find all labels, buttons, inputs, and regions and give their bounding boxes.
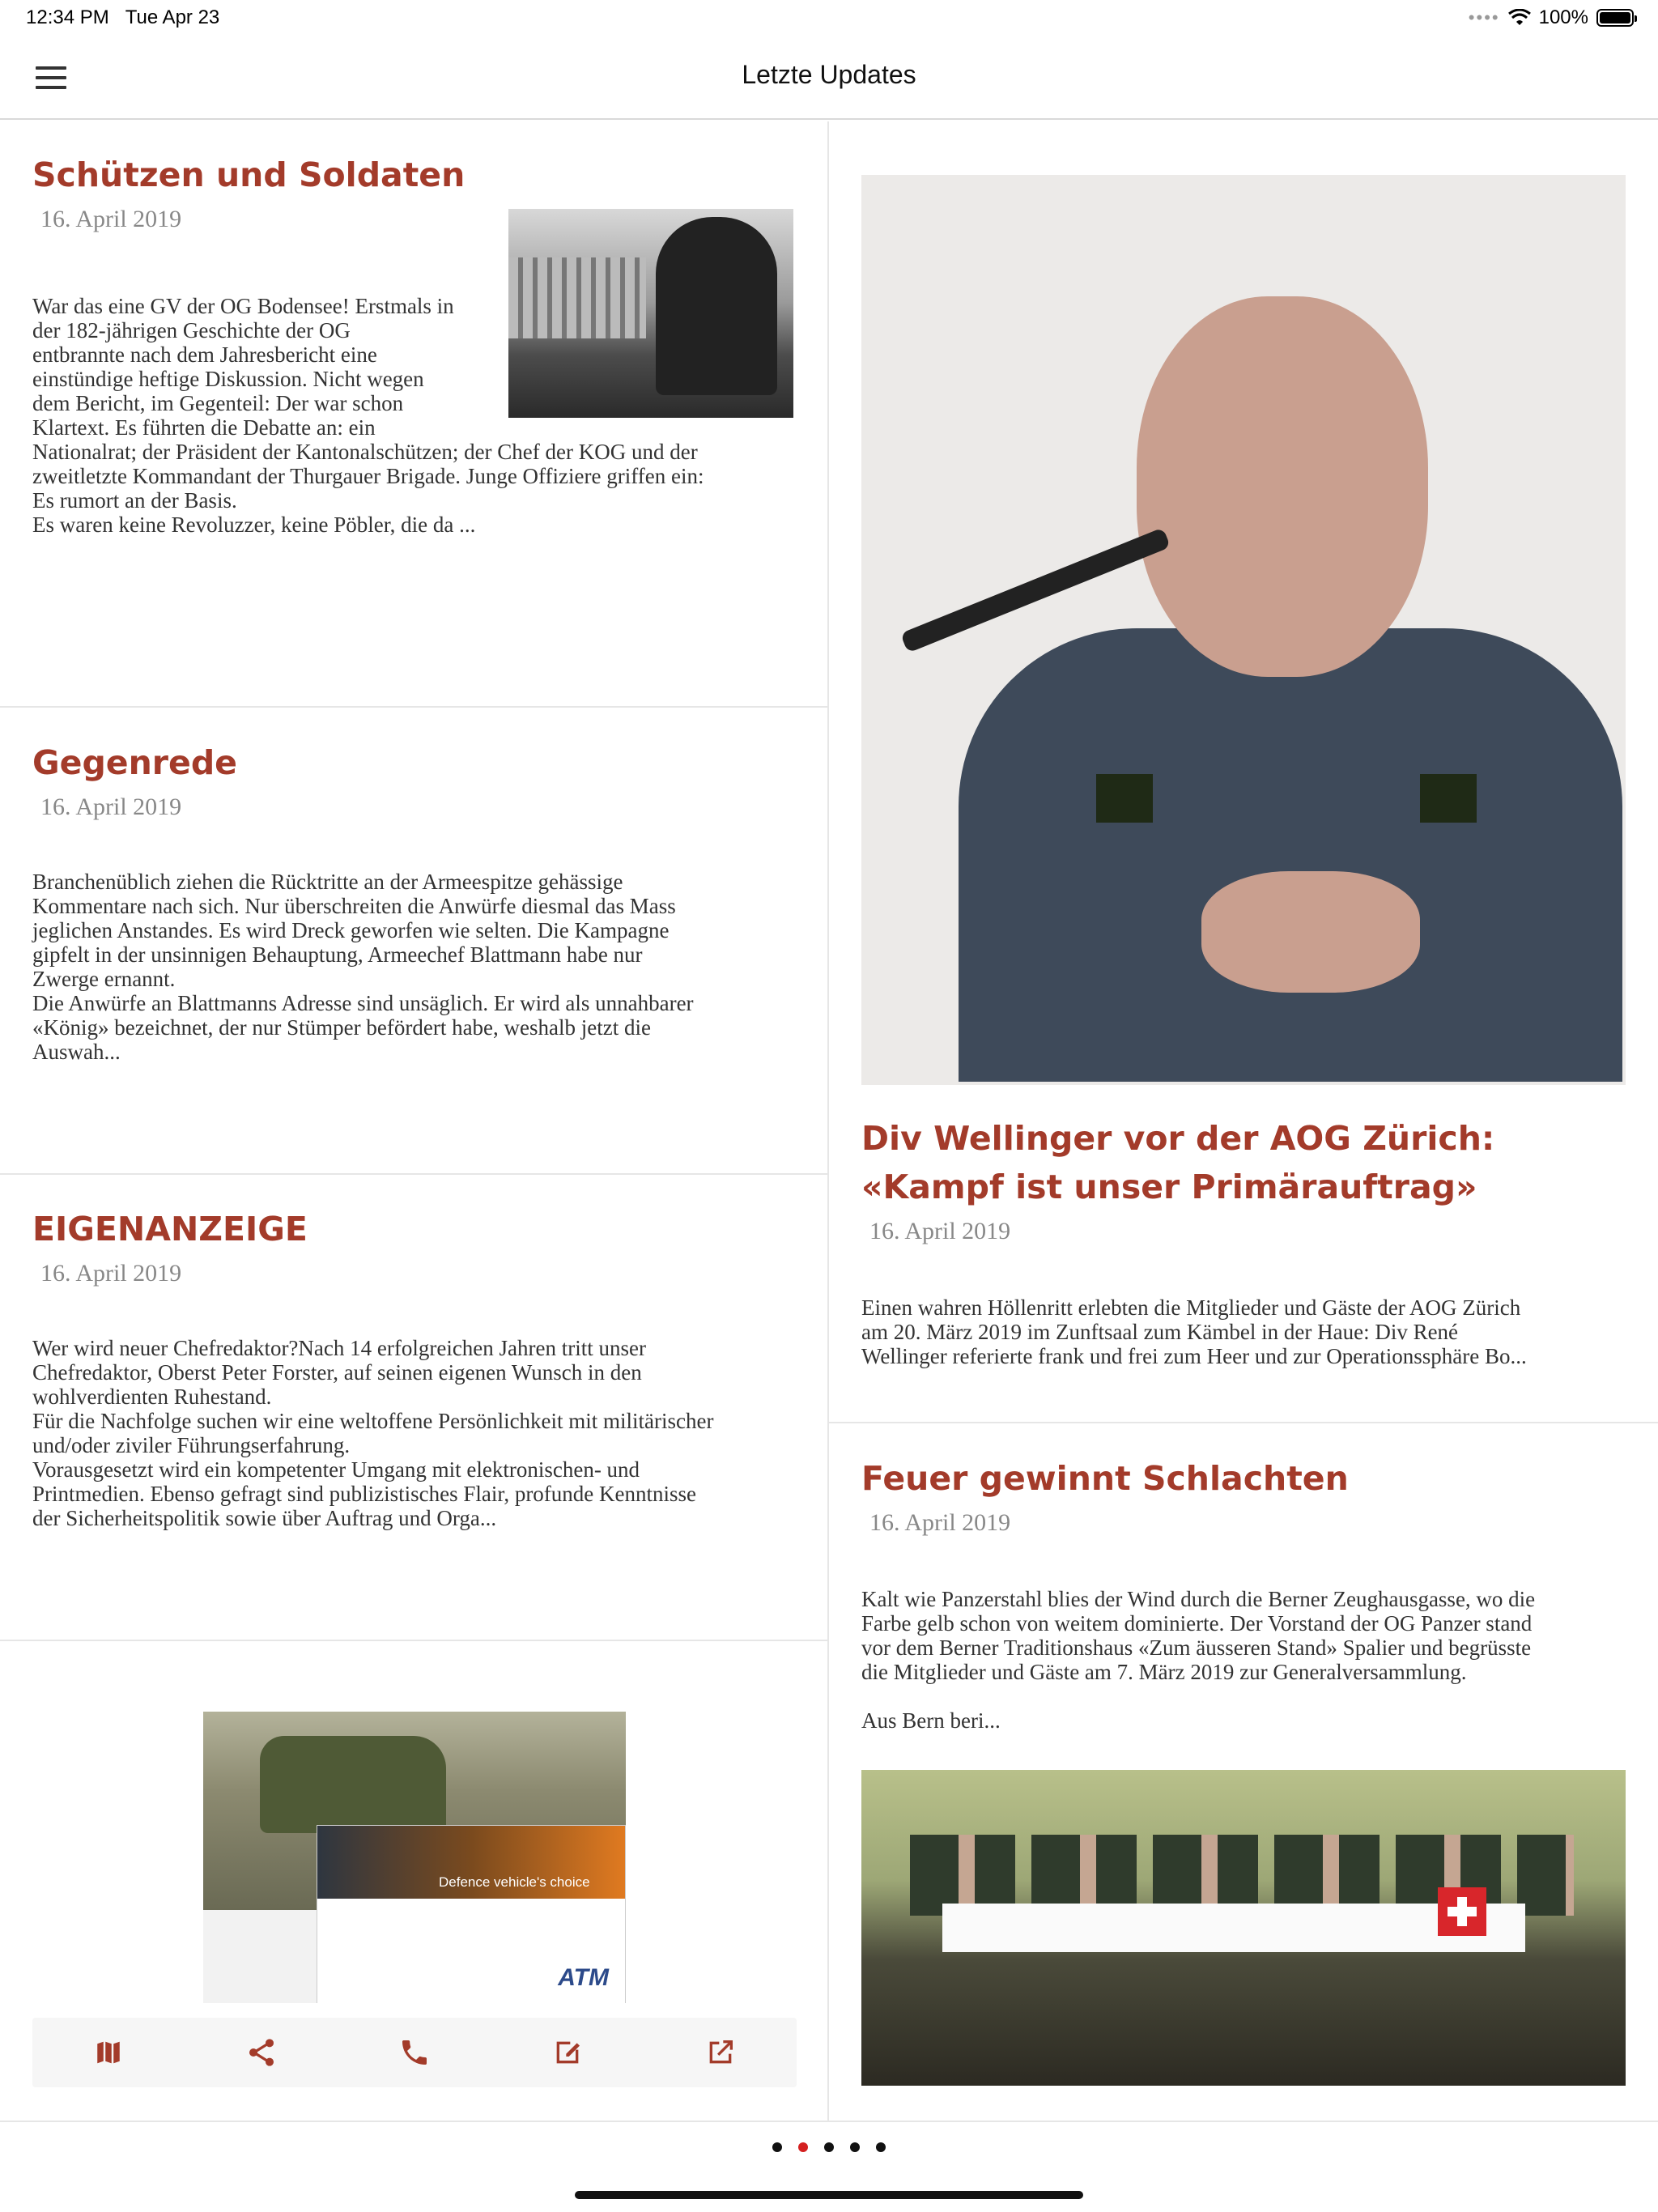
divider xyxy=(0,706,827,708)
battery-icon xyxy=(1596,9,1634,27)
article-card[interactable] xyxy=(861,1114,1626,1406)
signal-dots-icon: •••• xyxy=(1468,7,1500,28)
open-external-icon[interactable] xyxy=(703,2035,738,2070)
article-image[interactable] xyxy=(508,209,793,418)
page-dot[interactable] xyxy=(798,2142,808,2152)
phone-icon[interactable] xyxy=(397,2035,432,2070)
article-card[interactable] xyxy=(32,1205,801,1626)
article-date: 16. April 2019 xyxy=(40,793,182,820)
divider xyxy=(829,1422,1658,1423)
ad-brand-logo: ATM xyxy=(558,1964,609,1991)
article-excerpt: War das eine GV der OG Bodensee! Erstmals in der 182-jährigen Geschichte der OG entbrannte nach dem Jahresbericht eine einstündige heftige Diskussion. Nicht wegen dem Bericht, im Gegenteil: Der war schon Klartext. Es führten die Debatte an: ein Nationalrat; der Präsident der Kantonalschützen; der Chef der KOG und der zweitletzte Kommandant der Thurgauer Brigade. Junge Offiziere griffen ein: Es rumort an der Basis. Es waren keine Revoluzzer, keine Pöbler, die da ... xyxy=(32,294,704,537)
page-indicator xyxy=(0,2142,1658,2152)
page-dot[interactable] xyxy=(876,2142,886,2152)
article-title[interactable]: Div Wellinger vor der AOG Zürich: «Kampf ist unser Primärauftrag» xyxy=(861,1119,1495,1206)
status-right xyxy=(1469,6,1634,29)
page-dot[interactable] xyxy=(824,2142,834,2152)
article-image[interactable] xyxy=(861,175,1626,1085)
page-dot[interactable] xyxy=(772,2142,782,2152)
nav-bar xyxy=(0,39,1658,120)
map-icon[interactable] xyxy=(91,2035,126,2070)
article-card[interactable] xyxy=(32,738,801,1159)
article-date: 16. April 2019 xyxy=(869,1509,1011,1536)
article-title[interactable]: EIGENANZEIGE xyxy=(32,1210,308,1249)
action-toolbar xyxy=(32,2018,797,2087)
divider xyxy=(0,1640,827,1641)
column-divider xyxy=(827,121,829,2121)
status-bar xyxy=(0,0,1658,39)
divider xyxy=(0,1173,827,1175)
advertisement-banner[interactable] xyxy=(203,1712,626,2003)
article-date: 16. April 2019 xyxy=(869,1218,1011,1244)
article-excerpt: Wer wird neuer Chefredaktor?Nach 14 erfolgreichen Jahren tritt unser Chefredaktor, Oberst Peter Forster, auf seinen eigenen Wunsch in den wohlverdienten Ruhestand. Für die Nachfolge suchen wir eine weltoffene Persönlichkeit mit militärischer und/oder ziviler Führungserfahrung. Vorausgesetzt wird ein kompetenter Umgang mit elektronischen- und Printmedien. Ebenso gefragt sind publizistisches Flair, profunde Kenntnisse der Sicherheitspolitik sowie über Auftrag und Orga... xyxy=(32,1336,714,1530)
wifi-icon xyxy=(1508,9,1531,27)
ad-caption: Defence vehicle's choice xyxy=(439,1874,590,1890)
article-title[interactable]: Feuer gewinnt Schlachten xyxy=(861,1459,1349,1498)
status-time: 12:34 PM Tue Apr 23 xyxy=(26,6,220,28)
article-excerpt: Branchenüblich ziehen die Rücktritte an der Armeespitze gehässige Kommentare nach sich. Nur überschreiten die Anwürfe diesmal das Mass jeglichen Anstandes. Es wird Dreck geworfen wie selten. Die Kampagne gipfelt in der unsinnigen Behauptung, Armeechef Blattmann habe nur Zwerge ernannt. Die Anwürfe an Blattmanns Adresse sind unsäglich. Er wird als unnahbarer «König» bezeichnet, der nur Stümper befördert habe, weshalb jetzt die Auswah... xyxy=(32,870,694,1064)
page-title: Letzte Updates xyxy=(742,60,916,89)
article-excerpt: Kalt wie Panzerstahl blies der Wind durch die Berner Zeughausgasse, wo die Farbe gelb schon von weitem dominierte. Der Vorstand der OG Panzer stand vor dem Berner Traditionshaus «Zum äusseren Stand» Spalier und begrüsste die Mitglieder und Gäste am 7. März 2019 zur Generalversammlung. Aus Bern beri... xyxy=(861,1587,1536,1733)
article-title[interactable]: Schützen und Soldaten xyxy=(32,155,466,194)
article-image[interactable] xyxy=(861,1770,1626,2086)
article-date: 16. April 2019 xyxy=(40,1260,182,1287)
share-icon[interactable] xyxy=(244,2035,279,2070)
divider xyxy=(0,2121,1658,2122)
edit-icon[interactable] xyxy=(550,2035,585,2070)
home-indicator[interactable] xyxy=(575,2191,1083,2199)
battery-percent: 100% xyxy=(1538,6,1588,28)
page-dot[interactable] xyxy=(850,2142,860,2152)
article-date: 16. April 2019 xyxy=(40,206,182,232)
article-excerpt: Einen wahren Höllenritt erlebten die Mitglieder und Gäste der AOG Zürich am 20. März 2019 im Zunftsaal zum Kämbel in der Haue: Div René Wellinger referierte frank und frei zum Heer und zur Operationssphäre Bo... xyxy=(861,1295,1527,1368)
article-card[interactable] xyxy=(861,1454,1626,1746)
article-card[interactable] xyxy=(32,151,801,685)
article-title[interactable]: Gegenrede xyxy=(32,743,237,782)
